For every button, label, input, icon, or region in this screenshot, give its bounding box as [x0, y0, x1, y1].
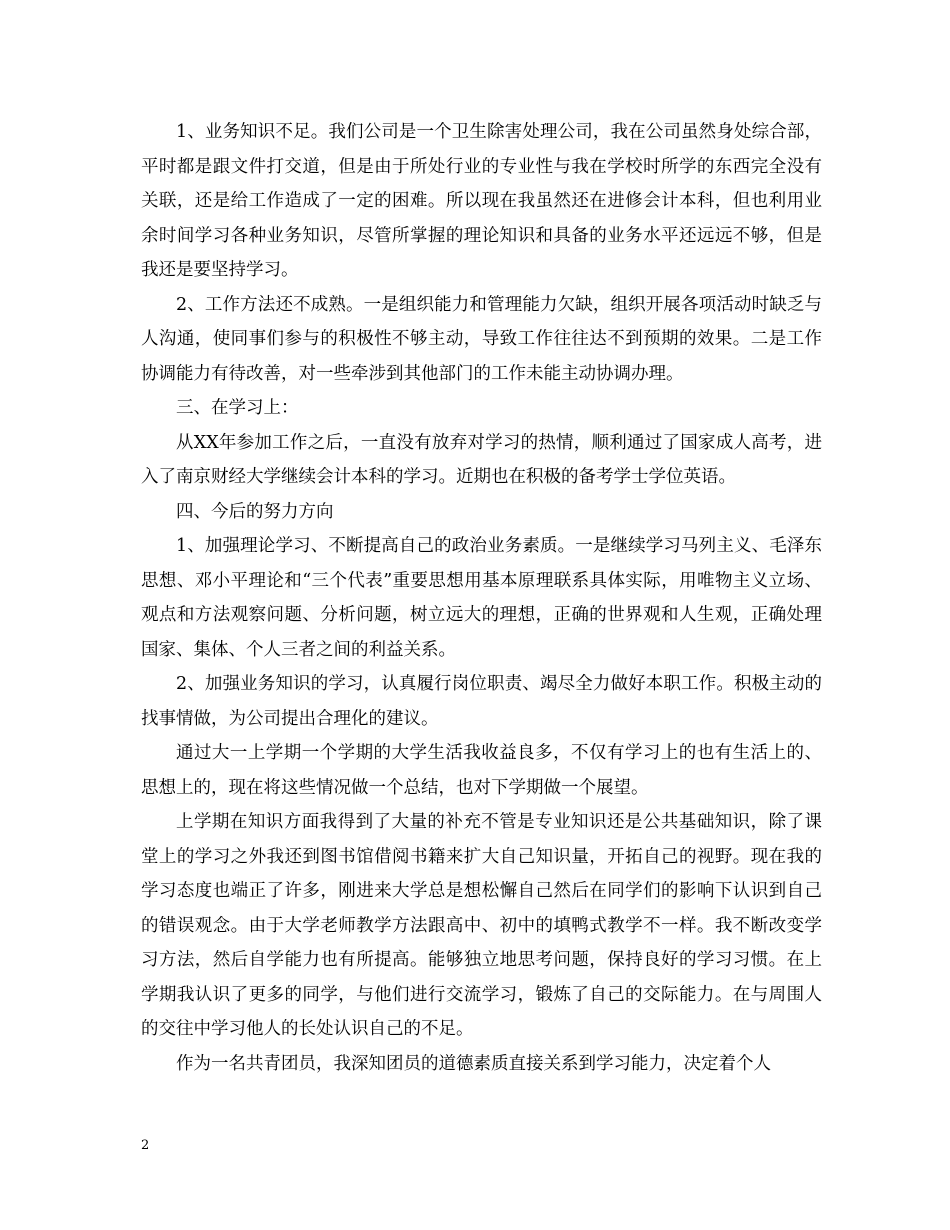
heading-study: 三、在学习上：	[176, 398, 299, 418]
paragraph-semester-summary: 通过大一上学期一个学期的大学生活我收益良多，不仅有学习上的也有生活上的、思想上的，现在将这些情况做一个总结，也对下学期做一个展望。	[141, 743, 822, 798]
paragraph-study: 从XX年参加工作之后，一直没有放弃对学习的热情，顺利通过了国家成人高考，进入了南京财经大学继续会计本科的学习。近期也在积极的备考学士学位英语。	[141, 432, 822, 487]
paragraph-league-member: 作为一名共青团员，我深知团员的道德素质直接关系到学习能力，决定着个人	[176, 1053, 771, 1074]
paragraph-theory-study: 1、加强理论学习、不断提高自己的政治业务素质。一是继续学习马列主义、毛泽东思想、邓小平理论和“三个代表”重要思想用基本原理联系具体实际，用唯物主义立场、观点和方法观察问题、分析问题，树立远大的理想，正确的世界观和人生观，正确处理国家、集体、个人三者之间的利益关系。	[141, 536, 822, 660]
heading-future-direction: 四、今后的努力方向	[176, 501, 334, 522]
paragraph-work-method: 2、工作方法还不成熟。一是组织能力和管理能力欠缺，组织开展各项活动时缺乏与人沟通，使同事们参与的积极性不够主动，导致工作往往达不到预期的效果。二是工作协调能力有待改善，对一些牵涉到其他部门的工作未能主动协调办理。	[141, 294, 822, 384]
paragraph-business-study: 2、加强业务知识的学习，认真履行岗位职责、竭尽全力做好本职工作。积极主动的找事情做，为公司提出合理化的建议。	[141, 674, 822, 729]
page-number: 2	[141, 1138, 150, 1153]
paragraph-knowledge: 上学期在知识方面我得到了大量的补充不管是专业知识还是公共基础知识，除了课堂上的学习之外我还到图书馆借阅书籍来扩大自己知识量，开拓自己的视野。现在我的学习态度也端正了许多，刚进来大学总是想松懈自己然后在同学们的影响下认识到自己的错误观念。由于大学老师教学方法跟高中、初中的填鸭式教学不一样。我不断改变学习方法，然后自学能力也有所提高。能够独立地思考问题，保持良好的学习习惯。在上学期我认识了更多的同学，与他们进行交流学习，锻炼了自己的交际能力。在与周围人的交往中学习他人的长处认识自己的不足。	[141, 812, 822, 1039]
paragraph-business-knowledge: 1、业务知识不足。我们公司是一个卫生除害处理公司，我在公司虽然身处综合部，平时都是跟文件打交道，但是由于所处行业的专业性与我在学校时所学的东西完全没有关联，还是给工作造成了一定的困难。所以现在我虽然还在进修会计本科，但也利用业余时间学习各种业务知识，尽管所掌握的理论知识和具备的业务水平还远远不够，但是我还是要坚持学习。	[141, 122, 822, 280]
document-body	[141, 115, 822, 1081]
